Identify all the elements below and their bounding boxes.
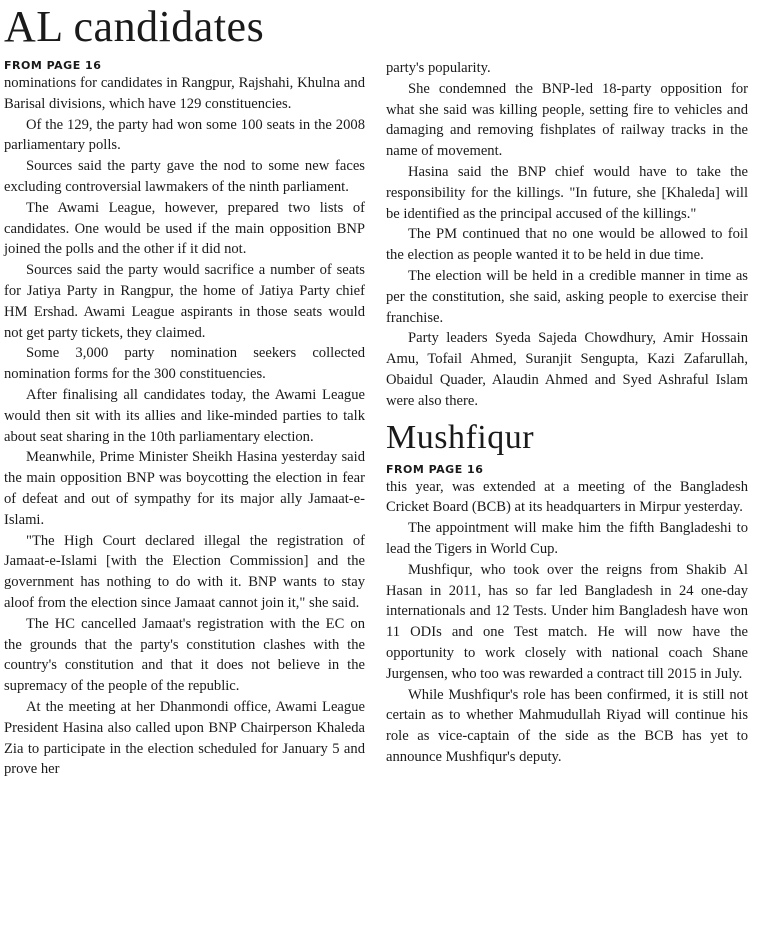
article-paragraph: Of the 129, the party had won some 100 seats in the 2008 parliamentary polls. bbox=[4, 116, 365, 154]
article-paragraph: this year, was extended at a meeting of the Bangladesh Cricket Board (BCB) at its headquarters in Mirpur yesterday. bbox=[386, 478, 748, 516]
article-paragraph: At the meeting at her Dhanmondi office, Awami League President Hasina also called upon BNP Chairperson Khaleda Zia to participate in the election scheduled for January 5 and prove her bbox=[4, 698, 365, 778]
article-paragraph: Hasina said the BNP chief would have to take the responsibility for the killings. "In future, she [Khaleda] will be identified as the principal accused of the killings." bbox=[386, 163, 748, 222]
right-column bbox=[386, 58, 748, 768]
article-paragraph: The appointment will make him the fifth Bangladeshi to lead the Tigers in World Cup. bbox=[386, 520, 748, 557]
article-paragraph: The HC cancelled Jamaat's registration with the EC on the grounds that the party's constitution clashes with the country's constitution and that it does not believe in the supremacy of the people of the republic. bbox=[4, 615, 365, 695]
article-paragraph: While Mushfiqur's role has been confirmed, it is still not certain as to whether Mahmudullah Riyad will continue his role as vice-captain of the side as the BCB has yet to announce Mushfiqur's deputy. bbox=[386, 686, 748, 765]
article-paragraph: Mushfiqur, who took over the reigns from Shakib Al Hasan in 2011, has so far led Bangladesh in 24 one-day internationals and 12 Tests. Under him Bangladesh have won 11 ODIs and one Test match. He will now have the opportunity to work closely with national coach Shane Jurgensen, who too was rewarded a contract till 2015 in July. bbox=[386, 561, 748, 682]
article-paragraph: Some 3,000 party nomination seekers collected nomination forms for the 300 constituencies. bbox=[4, 345, 365, 383]
article-paragraph: party's popularity. bbox=[386, 60, 491, 76]
headline-al-candidates: AL candidates bbox=[4, 2, 265, 51]
article-paragraph: She condemned the BNP-led 18-party opposition for what she said was killing people, setting fire to vehicles and damaging and removing fishplates of railway tracks in the name of movement. bbox=[386, 80, 748, 160]
article-paragraph: After finalising all candidates today, the Awami League would then sit with its allies and like-minded parties to talk about seat sharing in the 10th parliamentary election. bbox=[4, 386, 365, 445]
left-column bbox=[4, 0, 365, 780]
headline-mushfiqur: Mushfiqur bbox=[386, 418, 535, 456]
article-paragraph: Meanwhile, Prime Minister Sheikh Hasina yesterday said the main opposition BNP was boycotting the election in fear of defeat and out of sympathy for its major ally Jamaat-e-Islami. bbox=[4, 449, 365, 528]
article-paragraph: The Awami League, however, prepared two lists of candidates. One would be used if the main opposition BNP joined the polls and the other if it did not. bbox=[4, 199, 365, 258]
article-paragraph: The election will be held in a credible manner in time as per the constitution, she said, asking people to exercise their franchise. bbox=[386, 267, 748, 326]
article-paragraph: Party leaders Syeda Sajeda Chowdhury, Amir Hossain Amu, Tofail Ahmed, Suranjit Sengupta, Kazi Zafarullah, Obaidul Quader, Alaudin Ahmed and Syed Ashraful Islam were also there. bbox=[386, 330, 748, 409]
article-paragraph: nominations for candidates in Rangpur, Rajshahi, Khulna and Barisal divisions, which have 129 constituencies. bbox=[4, 75, 365, 112]
jump-line: FROM PAGE 16 bbox=[386, 462, 484, 476]
jump-line: FROM PAGE 16 bbox=[4, 59, 102, 72]
article-paragraph: "The High Court declared illegal the registration of Jamaat-e-Islami [with the Election Commission] and the government has nothing to do with it. BNP wants to stay aloof from the election since Jamaat cannot join it," she said. bbox=[4, 532, 365, 611]
article-paragraph: Sources said the party would sacrifice a number of seats for Jatiya Party in Rangpur, the home of Jatiya Party chief HM Ershad. Awami League aspirants in those seats would not get party tickets, they claimed. bbox=[4, 262, 365, 341]
article-paragraph: Sources said the party gave the nod to some new faces excluding controversial lawmakers of the ninth parliament. bbox=[4, 158, 365, 195]
article-paragraph: The PM continued that no one would be allowed to foil the election as people wanted it to be held in due time. bbox=[386, 226, 748, 264]
